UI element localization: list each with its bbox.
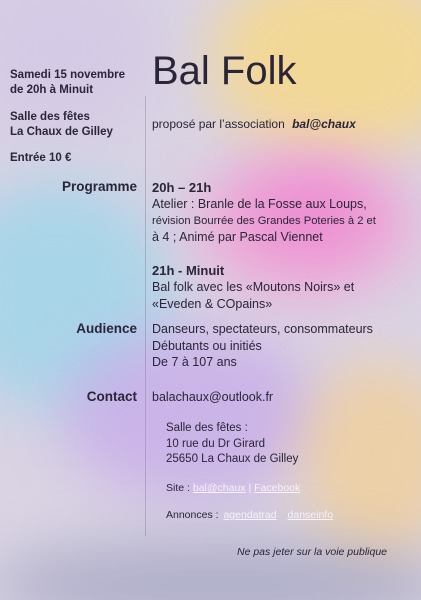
programme-label: Programme — [61, 179, 137, 194]
site-link-balchaux[interactable]: bal@chaux — [192, 482, 246, 494]
slot2-line: Bal folk avec les «Moutons Noirs» et — [152, 280, 355, 294]
programme-slot1-time: 20h – 21h — [152, 180, 212, 195]
contact-label: Contact — [86, 389, 137, 404]
site-line — [166, 481, 300, 495]
address-line: 10 rue du Dr Girard — [166, 437, 266, 450]
event-time-line: de 20h à Minuit — [10, 84, 94, 96]
organizer-name: bal@chaux — [292, 117, 356, 131]
site-separator: | — [248, 482, 252, 494]
address-line: Salle des fêtes : — [166, 422, 248, 434]
site-prefix: Site : — [166, 482, 190, 494]
annonces-line — [166, 508, 333, 522]
organizer-line — [152, 117, 356, 131]
annonces-prefix: Annonces : — [166, 509, 219, 521]
slot1-line: Atelier : Branle de la Fosse aux Loups, — [152, 197, 367, 211]
bg-blob — [300, 360, 421, 560]
audience-line: Danseurs, spectateurs, consommateurs — [152, 322, 373, 336]
venue-line: Salle des fêtes — [10, 111, 90, 123]
slot2-line: «Eveden & COpains» — [152, 296, 273, 311]
slot1-line: révision Bourrée des Grandes Poteries à 2 et — [152, 214, 376, 227]
footer-notice: Ne pas jeter sur la voie publique — [237, 546, 388, 558]
page-title: Bal Folk — [152, 49, 297, 93]
contact-address — [166, 421, 298, 468]
column-divider — [145, 96, 146, 536]
event-date-line: Samedi 15 novembre — [10, 69, 126, 81]
programme-slot2-time: 21h - Minuit — [152, 263, 225, 278]
contact-email[interactable]: balachaux@outlook.fr — [152, 390, 274, 404]
event-venue — [10, 110, 113, 140]
programme-slot2-text — [152, 279, 354, 312]
programme-slot1-text — [152, 196, 376, 246]
audience-line: Débutants ou initiés — [152, 338, 262, 353]
slot1-line: à 4 ; Animé par Pascal Viennet — [152, 230, 323, 244]
address-line: 25650 La Chaux de Gilley — [166, 453, 299, 465]
organizer-prefix: proposé par l’association — [152, 117, 285, 131]
annonces-link-danseinfo[interactable]: danseinfo — [287, 509, 334, 521]
audience-text — [152, 321, 373, 371]
site-link-facebook[interactable]: Facebook — [254, 482, 301, 494]
entry-price: Entrée 10 € — [10, 152, 72, 164]
event-date — [10, 68, 125, 98]
annonces-link-agendatrad[interactable]: agendatrad — [223, 509, 277, 521]
audience-line: De 7 à 107 ans — [152, 355, 237, 369]
audience-label: Audience — [76, 321, 137, 336]
venue-town-line: La Chaux de Gilley — [10, 126, 113, 138]
